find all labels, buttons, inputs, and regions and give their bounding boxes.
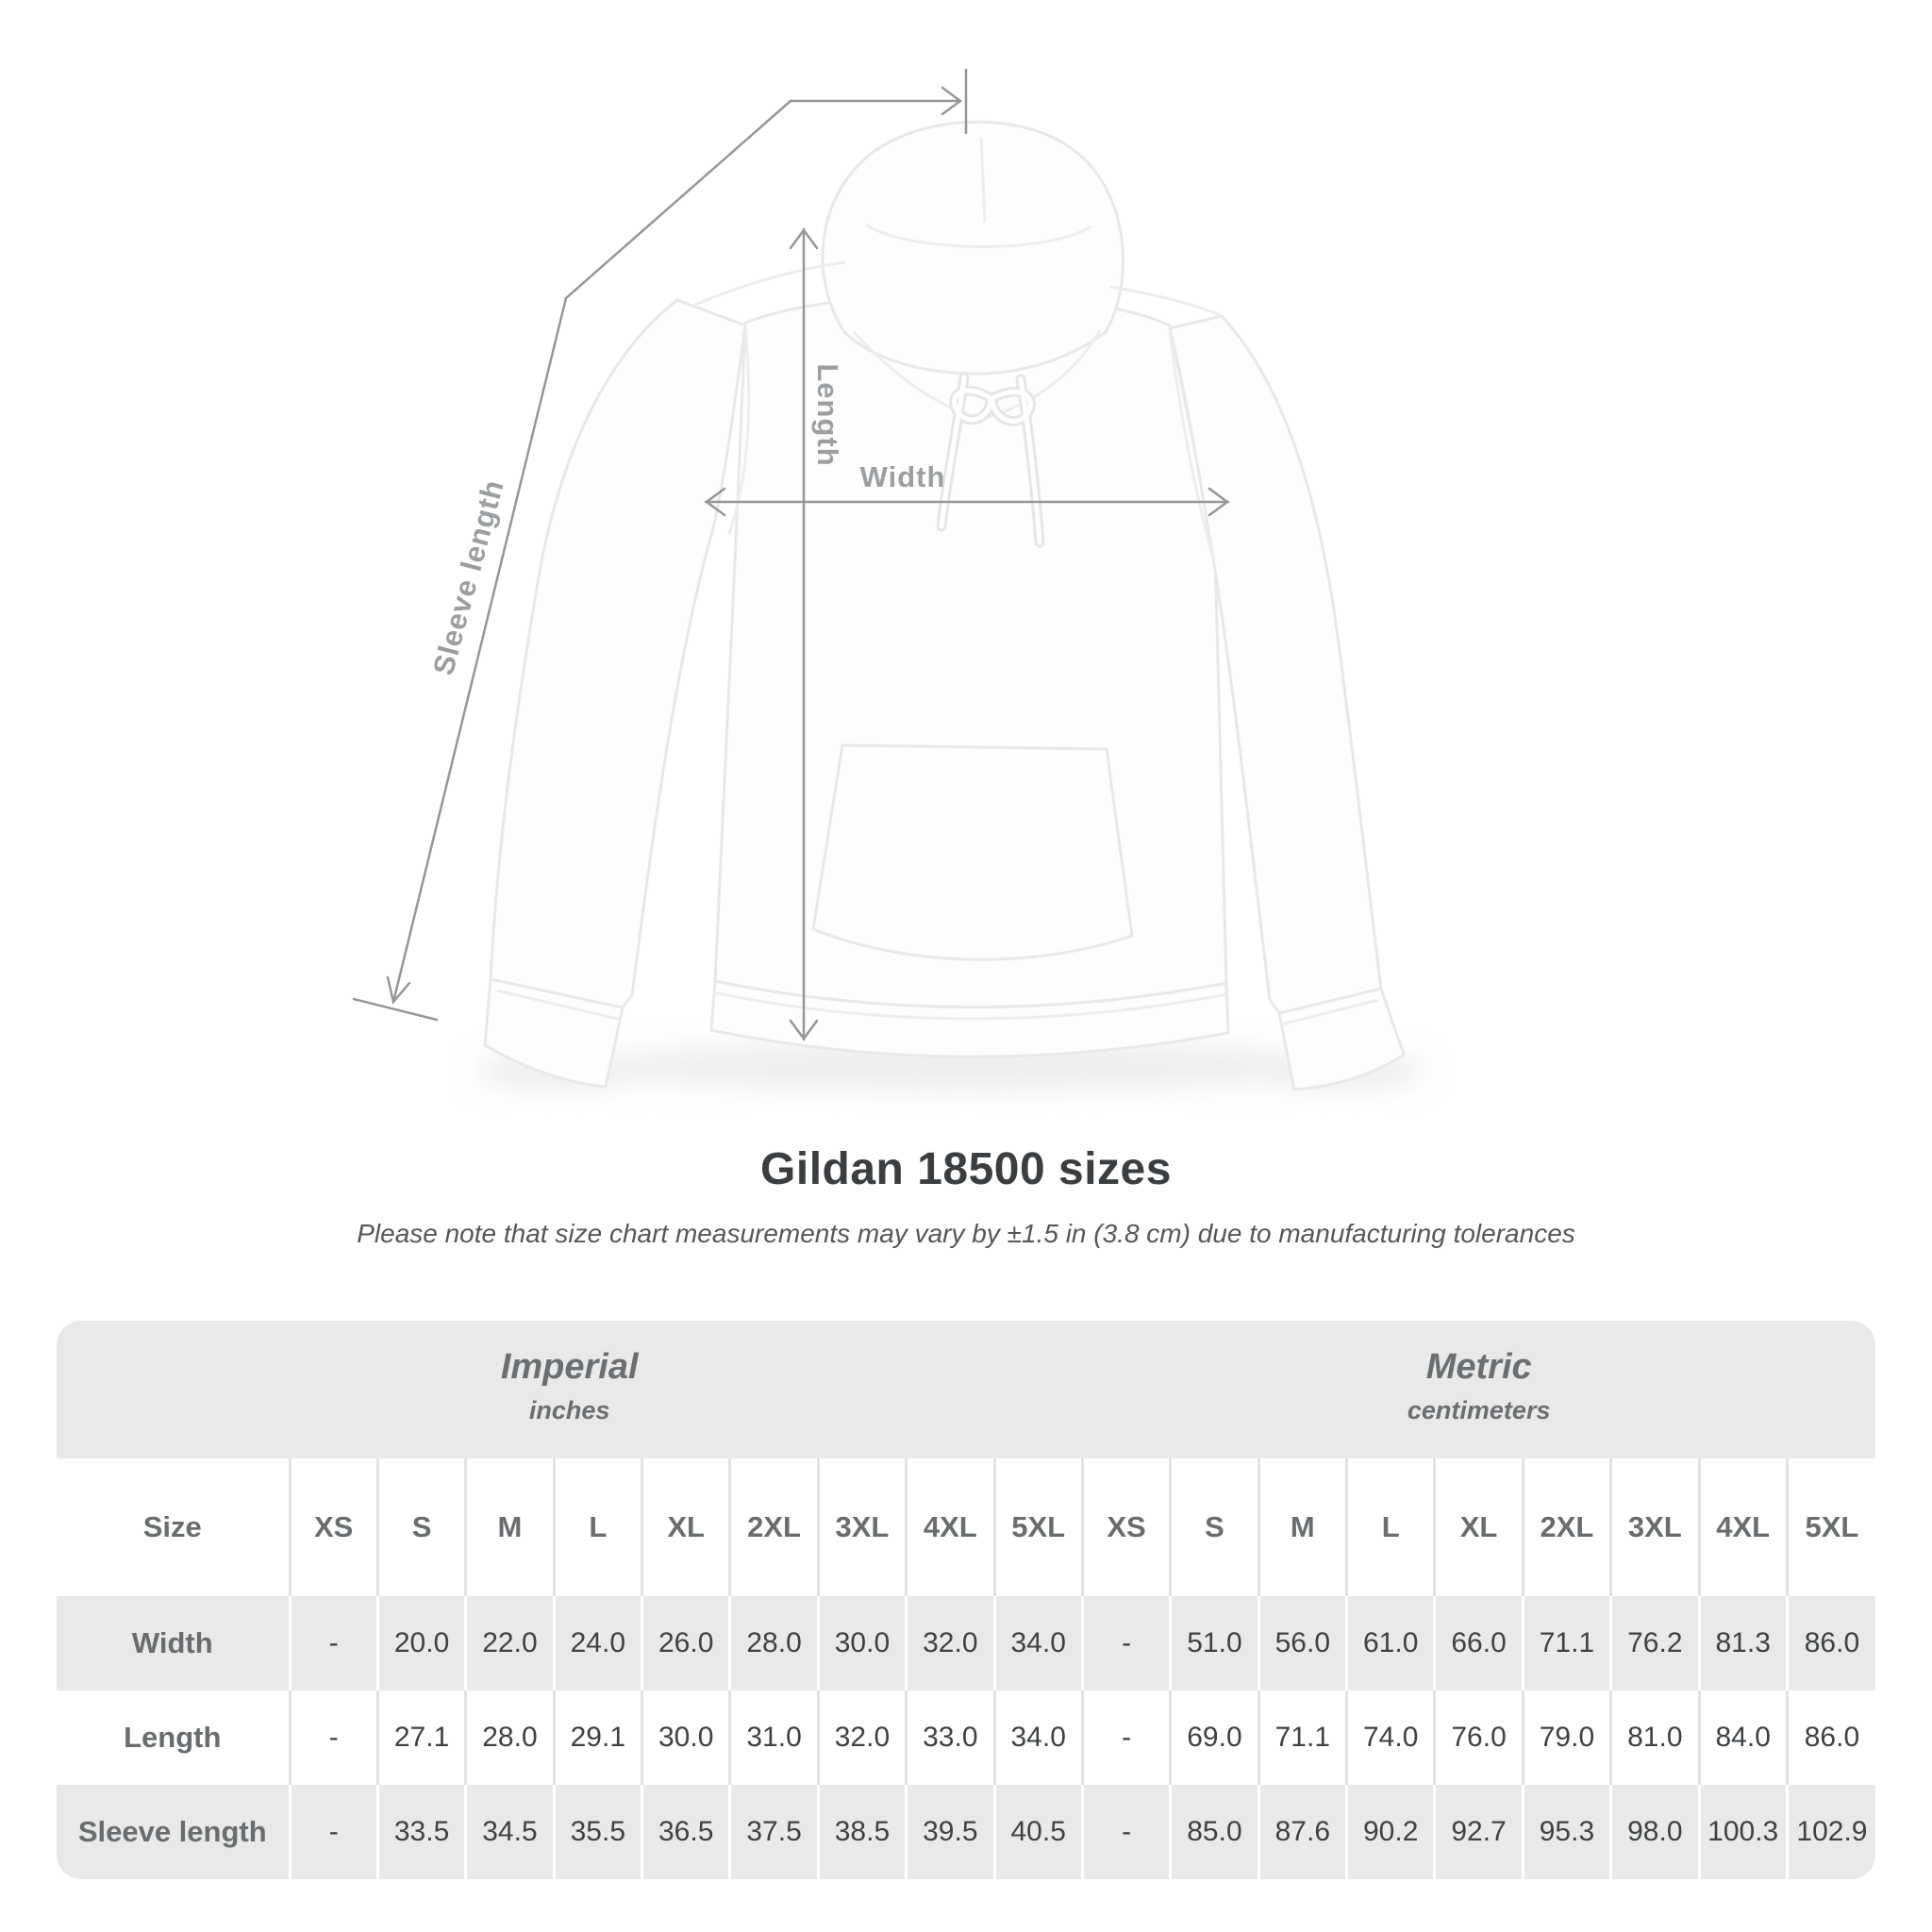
size-value-cell: 98.0 [1611,1785,1699,1879]
size-value-cell: 32.0 [818,1690,906,1785]
size-value-cell: - [290,1690,377,1785]
width-measure-label: Width [859,460,946,493]
size-value-cell: 92.7 [1435,1785,1523,1879]
size-col-header: M [466,1458,554,1596]
size-value-cell: 95.3 [1523,1785,1610,1879]
size-value-cell: - [1082,1596,1170,1690]
size-value-cell: 71.1 [1523,1596,1610,1690]
size-value-cell: 34.0 [994,1690,1082,1785]
size-value-cell: 37.5 [730,1785,818,1879]
size-value-cell: 40.5 [994,1785,1082,1879]
imperial-group-header [57,1321,1082,1458]
imperial-label: Imperial [500,1347,639,1387]
size-value-cell: 81.3 [1699,1596,1787,1690]
table-row [57,1596,1875,1690]
size-value-cell: 34.5 [466,1785,554,1879]
metric-group-header [1082,1321,1875,1458]
size-col-header: XL [642,1458,730,1596]
size-value-cell: 33.0 [907,1690,994,1785]
size-col-header: 2XL [1523,1458,1610,1596]
size-value-cell: 86.0 [1787,1596,1875,1690]
size-col-header: 4XL [1699,1458,1787,1596]
size-col-header: S [1171,1458,1258,1596]
size-col-header: XL [1435,1458,1523,1596]
size-value-cell: 66.0 [1435,1596,1523,1690]
table-body [57,1596,1875,1879]
page-title: Gildan 18500 sizes [760,1144,1172,1194]
size-value-cell: 84.0 [1699,1690,1787,1785]
hoodie-garment [485,122,1404,1090]
size-value-cell: 100.3 [1699,1785,1787,1879]
size-value-cell: 71.1 [1258,1690,1346,1785]
size-value-cell: 35.5 [554,1785,641,1879]
size-value-cell: 30.0 [818,1596,906,1690]
table-row [57,1690,1875,1785]
size-col-header: 5XL [1787,1458,1875,1596]
size-value-cell: 34.0 [994,1596,1082,1690]
row-label: Length [57,1690,290,1785]
metric-label: Metric [1425,1347,1532,1387]
size-value-cell: 22.0 [466,1596,554,1690]
size-col-header: M [1258,1458,1346,1596]
row-label: Sleeve length [57,1785,290,1879]
size-value-cell: 102.9 [1787,1785,1875,1879]
size-value-cell: 38.5 [818,1785,906,1879]
size-value-cell: 87.6 [1258,1785,1346,1879]
size-value-cell: 27.1 [377,1690,465,1785]
size-value-cell: 24.0 [554,1596,641,1690]
size-col-header: 2XL [730,1458,818,1596]
size-table [57,1321,1875,1879]
size-col-header: 3XL [818,1458,906,1596]
size-value-cell: 33.5 [377,1785,465,1879]
size-col-header: 5XL [994,1458,1082,1596]
size-value-cell: 20.0 [377,1596,465,1690]
size-value-cell: 85.0 [1171,1785,1258,1879]
size-col-header: XS [290,1458,377,1596]
size-col-header: L [1347,1458,1435,1596]
size-value-cell: 32.0 [907,1596,994,1690]
size-value-cell: 56.0 [1258,1596,1346,1690]
size-header-row [57,1458,1875,1596]
size-col-header: S [377,1458,465,1596]
size-value-cell: 90.2 [1347,1785,1435,1879]
metric-unit: centimeters [1407,1395,1551,1424]
imperial-unit: inches [528,1395,610,1424]
table-row [57,1785,1875,1879]
row-label: Width [57,1596,290,1690]
size-value-cell: 28.0 [730,1596,818,1690]
size-value-cell: 31.0 [730,1690,818,1785]
size-value-cell: 30.0 [642,1690,730,1785]
group-header-row [57,1321,1875,1458]
size-value-cell: 39.5 [907,1785,994,1879]
page-subtitle: Please note that size chart measurements may vary by ±1.5 in (3.8 cm) due to manufacturing tolerances [357,1219,1575,1248]
size-value-cell: 81.0 [1611,1690,1699,1785]
size-value-cell: 74.0 [1347,1690,1435,1785]
size-value-cell: 76.2 [1611,1596,1699,1690]
sleeve-length-measure-label: Sleeve length [426,475,510,679]
size-value-cell: 51.0 [1171,1596,1258,1690]
size-value-cell: 61.0 [1347,1596,1435,1690]
length-measure-label: Length [811,363,844,467]
size-value-cell: 69.0 [1171,1690,1258,1785]
size-corner-header: Size [142,1510,202,1543]
size-value-cell: - [1082,1785,1170,1879]
size-value-cell: 36.5 [642,1785,730,1879]
size-value-cell: - [290,1596,377,1690]
size-value-cell: 79.0 [1523,1690,1610,1785]
size-col-header: 3XL [1611,1458,1699,1596]
size-value-cell: - [290,1785,377,1879]
size-col-header: 4XL [907,1458,994,1596]
size-value-cell: 26.0 [642,1596,730,1690]
size-value-cell: 76.0 [1435,1690,1523,1785]
size-value-cell: 28.0 [466,1690,554,1785]
size-col-header: L [554,1458,641,1596]
size-value-cell: - [1082,1690,1170,1785]
size-value-cell: 86.0 [1787,1690,1875,1785]
size-col-header: XS [1082,1458,1170,1596]
size-value-cell: 29.1 [554,1690,641,1785]
